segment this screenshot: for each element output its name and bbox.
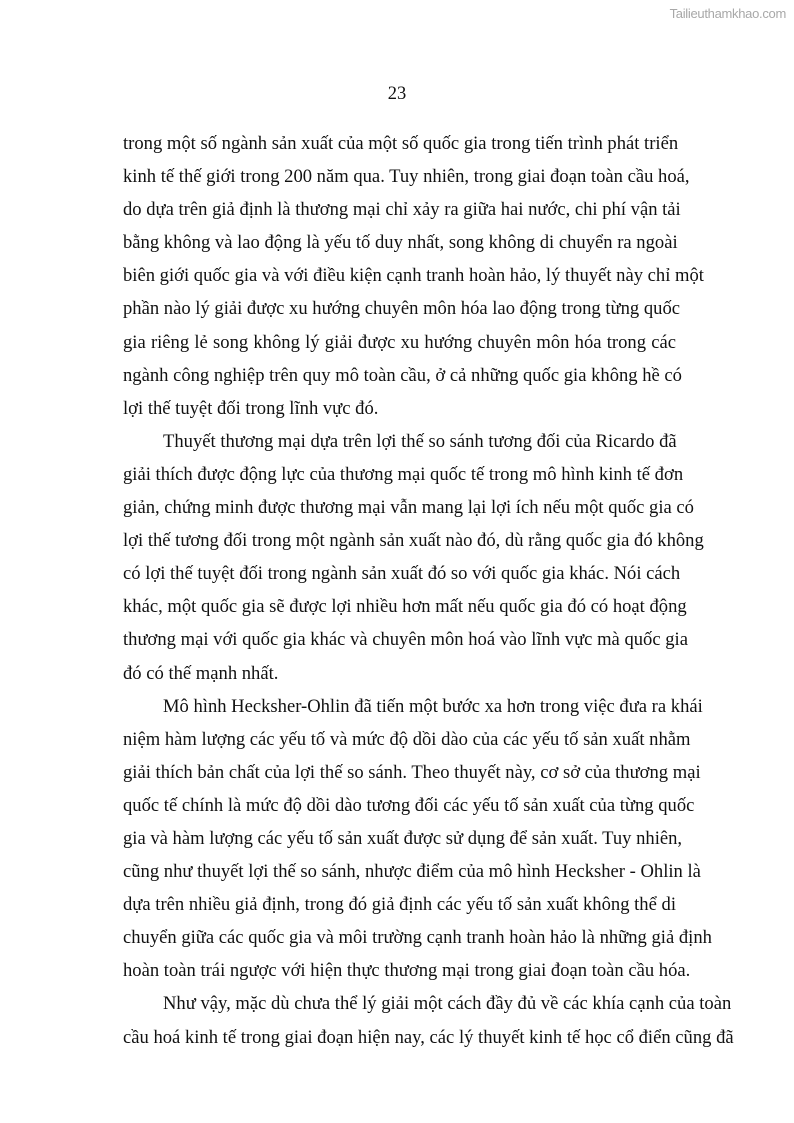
- text-line: trong một số ngành sản xuất của một số quốc gia trong tiến trình phát triển: [123, 133, 679, 154]
- text-line: biên giới quốc gia và với điều kiện cạnh tranh hoàn hảo, lý thuyết này chỉ một: [123, 265, 704, 287]
- text-line: lợi thế tuyệt đối trong lĩnh vực đó.: [123, 397, 379, 419]
- paragraph: [123, 127, 704, 425]
- text-line: kinh tế thế giới trong 200 năm qua. Tuy nhiên, trong giai đoạn toàn cầu hoá,: [123, 166, 690, 188]
- text-line: niệm hàm lượng các yếu tố và mức độ dồi dào của các yếu tố sản xuất nhằm: [123, 728, 691, 750]
- page-number: 23: [387, 84, 407, 104]
- text-line: giải thích bản chất của lợi thế so sánh. Theo thuyết này, cơ sở của thương mại: [123, 761, 701, 783]
- text-line: Mô hình Hecksher-Ohlin đã tiến một bước xa hơn trong việc đưa ra khái: [163, 695, 703, 717]
- text-line: do dựa trên giả định là thương mại chỉ xảy ra giữa hai nước, chi phí vận tải: [123, 199, 681, 221]
- text-line: giải thích được động lực của thương mại quốc tế trong mô hình kinh tế đơn: [123, 463, 684, 485]
- paragraph: [123, 987, 734, 1053]
- text-line: cũng như thuyết lợi thế so sánh, nhược điểm của mô hình Hecksher - Ohlin là: [123, 861, 701, 883]
- text-line: có lợi thế tuyệt đối trong ngành sản xuất đó so với quốc gia khác. Nói cách: [123, 563, 681, 585]
- text-line: dựa trên nhiều giả định, trong đó giả định các yếu tố sản xuất không thể di: [123, 894, 676, 916]
- text-line: ngành công nghiệp trên quy mô toàn cầu, ở cả những quốc gia không hề có: [123, 364, 682, 386]
- text-line: giản, chứng minh được thương mại vẫn mang lại lợi ích nếu một quốc gia có: [123, 497, 694, 519]
- text-line: thương mại với quốc gia khác và chuyên môn hoá vào lĩnh vực mà quốc gia: [123, 629, 688, 651]
- watermark: Tailieuthamkhao.com: [669, 6, 786, 21]
- text-line: chuyển giữa các quốc gia và môi trường cạnh tranh hoàn hảo là những giả định: [123, 927, 712, 949]
- text-line: gia riêng lẻ song không lý giải được xu hướng chuyên môn hóa trong các: [123, 331, 676, 353]
- paragraph: [123, 690, 712, 988]
- text-line: quốc tế chính là mức độ dồi dào tương đối các yếu tố sản xuất của từng quốc: [123, 794, 695, 816]
- text-line: phần nào lý giải được xu hướng chuyên môn hóa lao động trong từng quốc: [123, 298, 680, 320]
- text-line: Như vậy, mặc dù chưa thể lý giải một cách đầy đủ về các khía cạnh của toàn: [163, 993, 732, 1015]
- text-line: Thuyết thương mại dựa trên lợi thế so sánh tương đối của Ricardo đã: [163, 430, 677, 452]
- text-line: hoàn toàn trái ngược với hiện thực thương mại trong giai đoạn toàn cầu hóa.: [123, 960, 691, 982]
- text-line: gia và hàm lượng các yếu tố sản xuất được sử dụng để sản xuất. Tuy nhiên,: [123, 827, 683, 849]
- text-line: lợi thế tương đối trong một ngành sản xuất nào đó, dù rằng quốc gia đó không: [123, 530, 704, 552]
- text-line: cầu hoá kinh tế trong giai đoạn hiện nay, các lý thuyết kinh tế học cổ điển cũng đã: [123, 1026, 734, 1048]
- text-line: bằng không và lao động là yếu tố duy nhất, song không di chuyển ra ngoài: [123, 232, 678, 254]
- text-line: khác, một quốc gia sẽ được lợi nhiều hơn mất nếu quốc gia đó có hoạt động: [123, 596, 687, 618]
- paragraph: [123, 425, 704, 690]
- document-body: [123, 127, 734, 1054]
- text-line: đó có thế mạnh nhất.: [123, 662, 279, 684]
